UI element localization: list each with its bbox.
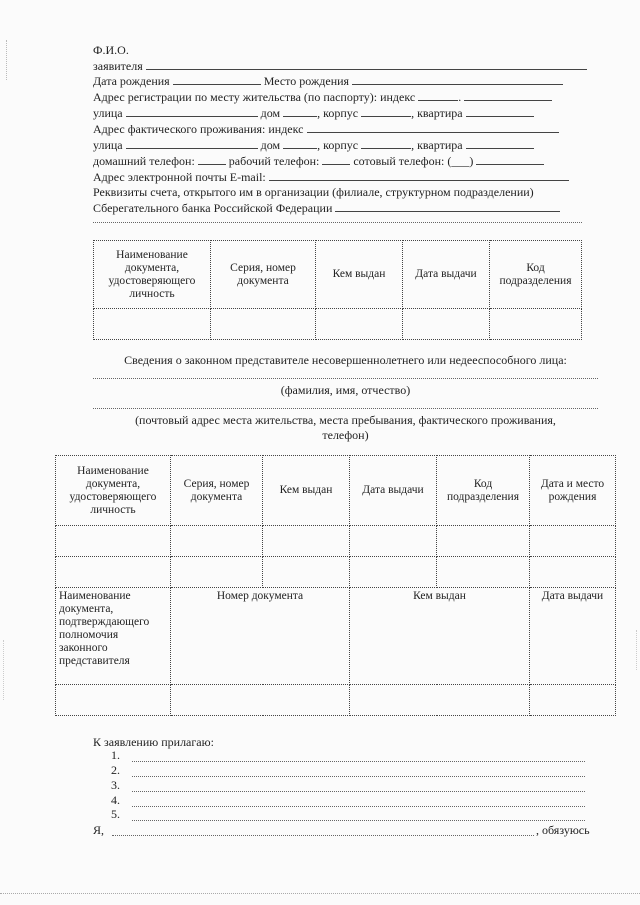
applicant-label: заявителя — [93, 59, 143, 73]
attachment-number: 2. — [111, 763, 120, 777]
apartment-label: , квартира — [411, 138, 463, 152]
bank-label: Сберегательного банка Российской Федерации — [93, 201, 333, 215]
table-cell[interactable] — [171, 526, 263, 557]
table-header-cell: Серия, номер документа — [171, 456, 263, 526]
table-cell[interactable] — [56, 557, 171, 588]
attachment-item — [111, 808, 120, 821]
attachment-item — [111, 779, 120, 792]
birth-date-field[interactable] — [173, 74, 261, 85]
table-row — [56, 557, 616, 588]
table-row — [56, 685, 616, 716]
actual-street-field[interactable] — [126, 138, 258, 149]
authority-header-row — [56, 588, 616, 685]
birth-row — [93, 74, 563, 88]
table-header-row — [56, 456, 616, 526]
table-cell[interactable] — [437, 557, 530, 588]
pledge-prefix: Я, — [93, 823, 105, 837]
table-row — [94, 309, 582, 340]
attachment-item — [111, 749, 120, 762]
table-header-cell: Наименование документа, удостоверяющего личность — [94, 241, 211, 309]
applicant-name-field[interactable] — [146, 59, 587, 70]
table-cell[interactable] — [490, 309, 582, 340]
table-header-cell: Код подразделения — [490, 241, 582, 309]
table-cell[interactable] — [211, 309, 316, 340]
table-cell[interactable] — [530, 526, 616, 557]
attachment-line[interactable] — [132, 791, 585, 792]
account-label: Реквизиты счета, открытого им в организации (филиале, структурном подразделении) — [93, 185, 534, 199]
actual-apartment-field[interactable] — [466, 138, 534, 149]
attachment-line[interactable] — [132, 761, 585, 762]
birth-place-label: Место рождения — [263, 74, 350, 88]
fio-caption: (фамилия, имя, отчество) — [280, 383, 411, 397]
phones-row — [93, 154, 544, 168]
table-cell[interactable] — [94, 309, 211, 340]
table-header-cell: Серия, номер документа — [211, 241, 316, 309]
table-header-cell: Дата выдачи — [530, 588, 616, 685]
table-cell[interactable] — [316, 309, 403, 340]
building-label: , корпус — [317, 138, 359, 152]
table-row — [56, 526, 616, 557]
table-header-cell: Кем выдан — [316, 241, 403, 309]
street-label: улица — [93, 106, 123, 120]
reg-address-row: Адрес регистрации по месту жительства (по паспорту): индекс . — [93, 90, 552, 104]
table-header-cell: Дата выдачи — [350, 456, 437, 526]
scan-artifact — [3, 640, 4, 700]
building-label: , корпус — [317, 106, 359, 120]
table-cell[interactable] — [403, 309, 490, 340]
table-header-cell: Наименование документа, удостоверяющего личность — [56, 456, 171, 526]
representative-heading: Сведения о законном представителе несовершеннолетнего или недееспособного лица: — [124, 353, 567, 367]
reg-street-row — [93, 106, 534, 120]
table-cell[interactable] — [437, 526, 530, 557]
reg-apartment-field[interactable] — [466, 106, 534, 117]
table-header-cell: Наименование документа, подтверждающего полномочия законного представителя — [56, 588, 171, 685]
reg-index-extra-field[interactable] — [464, 90, 552, 101]
email-field[interactable] — [269, 170, 569, 181]
reg-building-field[interactable] — [361, 106, 411, 117]
attachment-item — [111, 794, 120, 807]
house-label: дом — [260, 106, 281, 120]
street-label: улица — [93, 138, 123, 152]
birth-place-field[interactable] — [352, 74, 563, 85]
address-caption-2: телефон) — [322, 428, 369, 442]
table-cell[interactable] — [350, 685, 530, 716]
attachment-number: 3. — [111, 778, 120, 792]
attachment-line[interactable] — [132, 806, 585, 807]
email-row — [93, 170, 569, 184]
applicant-id-table — [93, 240, 582, 340]
pledge-name-line[interactable] — [112, 835, 534, 836]
mobile-phone-field[interactable] — [476, 154, 544, 165]
actual-address-label: Адрес фактического проживания: индекс — [93, 122, 304, 136]
representative-name-line[interactable] — [93, 378, 598, 379]
actual-address-row — [93, 122, 559, 136]
table-header-cell: Кем выдан — [350, 588, 530, 685]
scan-artifact — [6, 40, 7, 80]
house-label: дом — [260, 138, 281, 152]
table-cell[interactable] — [530, 557, 616, 588]
home-phone-label: домашний телефон: — [93, 154, 195, 168]
representative-id-table — [55, 455, 616, 716]
table-cell[interactable] — [350, 557, 437, 588]
home-phone-field[interactable] — [198, 154, 226, 165]
table-cell[interactable] — [530, 685, 616, 716]
pledge-suffix: , обязуюсь — [536, 823, 590, 837]
applicant-row — [93, 59, 587, 73]
table-header-row — [94, 241, 582, 309]
bank-row — [93, 201, 560, 215]
mobile-phone-label: сотовый телефон: — [353, 154, 445, 168]
mobile-phone-code: (___) — [447, 154, 474, 168]
actual-street-row — [93, 138, 534, 152]
table-cell[interactable] — [56, 526, 171, 557]
attachment-number: 4. — [111, 793, 120, 807]
attachment-number: 5. — [111, 807, 120, 821]
apartment-label: , квартира — [411, 106, 463, 120]
reg-index-field[interactable] — [418, 90, 458, 101]
bank-account-field[interactable] — [335, 201, 560, 212]
actual-building-field[interactable] — [361, 138, 411, 149]
birth-date-label: Дата рождения — [93, 74, 170, 88]
table-cell[interactable] — [263, 526, 350, 557]
scan-artifact — [636, 630, 637, 670]
actual-house-field[interactable] — [283, 138, 317, 149]
attachment-line[interactable] — [132, 776, 585, 777]
attachment-number: 1. — [111, 748, 120, 762]
representative-address-line[interactable] — [93, 408, 598, 409]
page-edge — [0, 893, 640, 894]
table-cell[interactable] — [263, 557, 350, 588]
work-phone-field[interactable] — [322, 154, 350, 165]
attachments-label: К заявлению прилагаю: — [93, 735, 214, 749]
table-header-cell: Кем выдан — [263, 456, 350, 526]
reg-address-label: Адрес регистрации по месту жительства (по паспорту): индекс — [93, 90, 416, 104]
table-header-cell: Код подразделения — [437, 456, 530, 526]
reg-house-field[interactable] — [283, 106, 317, 117]
attachment-line[interactable] — [132, 820, 585, 821]
attachment-item — [111, 764, 120, 777]
table-cell[interactable] — [350, 526, 437, 557]
table-cell[interactable] — [56, 685, 171, 716]
table-cell[interactable] — [171, 685, 350, 716]
address-caption-1: (почтовый адрес места жительства, места пребывания, фактического проживания, — [135, 413, 556, 427]
actual-index-field[interactable] — [307, 122, 559, 133]
table-cell[interactable] — [171, 557, 263, 588]
table-header-cell: Номер документа — [171, 588, 350, 685]
reg-street-field[interactable] — [126, 106, 258, 117]
work-phone-label: рабочий телефон: — [228, 154, 320, 168]
table-header-cell: Дата и место рождения — [530, 456, 616, 526]
email-label: Адрес электронной почты E-mail: — [93, 170, 266, 184]
bank-account-extra-line[interactable] — [93, 222, 582, 223]
fio-label: Ф.И.О. — [93, 43, 129, 57]
table-header-cell: Дата выдачи — [403, 241, 490, 309]
